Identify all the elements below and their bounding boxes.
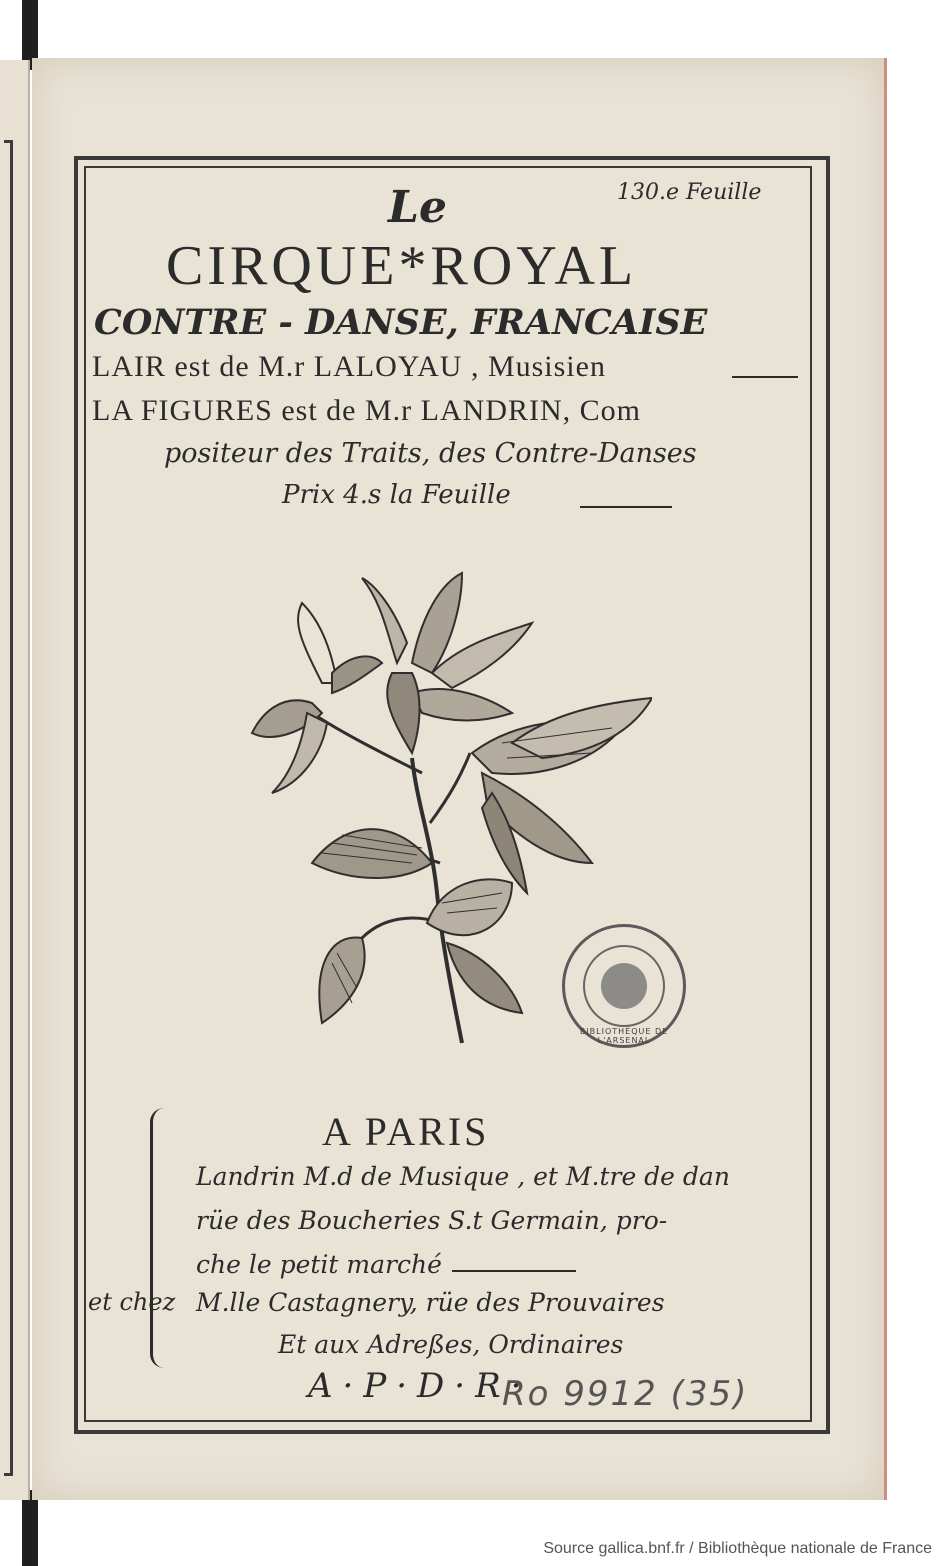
imprint-brace [150, 1108, 171, 1368]
figures-line: LA FIGURES est de M.r LANDRIN, Com [92, 394, 641, 427]
composer-line: positeur des Traits, des Contre-Danses [164, 438, 697, 469]
privilege: A·P·D·R· [308, 1366, 532, 1406]
imprint-line-5: Et aux Adreßes, Ordinaires [278, 1330, 624, 1359]
main-title: CIRQUE*ROYAL [166, 235, 638, 297]
stamp-center-ink [601, 963, 647, 1009]
left-page-frame [4, 140, 13, 1476]
imprint-line-1: Landrin M.d de Musique , et M.tre de dan [196, 1162, 730, 1191]
imprint-city: A PARIS [322, 1109, 490, 1154]
stamp-inner-ring [583, 945, 665, 1027]
library-stamp [562, 924, 686, 1048]
binding-strip-bottom [22, 1490, 38, 1566]
title-page [32, 58, 887, 1500]
shelfmark: Ro 9912 (35) [502, 1374, 749, 1414]
imprint-line-4: M.lle Castagnery, rüe des Prouvaires [196, 1288, 665, 1317]
price-line-rule [580, 506, 672, 508]
source-footer: Source gallica.bnf.fr / Bibliothèque nationale de France [543, 1540, 932, 1557]
air-line: LAIR est de M.r LALOYAU , Musisien [92, 350, 606, 383]
title-le: Le [388, 182, 447, 233]
subtitle: CONTRE - DANSE, FRANCAISE [94, 302, 708, 343]
imprint-line-3-rule [452, 1270, 576, 1272]
stamp-text: BIBLIOTHÈQUE DE L'ARSENAL [579, 1027, 669, 1045]
air-line-rule [732, 376, 798, 378]
imprint-line-3: che le petit marché [196, 1250, 442, 1279]
left-page-edge [0, 60, 30, 1500]
imprint-line-2: rüe des Boucheries S.t Germain, pro- [196, 1206, 668, 1235]
price-line: Prix 4.s la Feuille [282, 480, 511, 510]
chez-label: et chez [88, 1288, 176, 1316]
sheet-number: 130.e Feuille [617, 180, 762, 205]
